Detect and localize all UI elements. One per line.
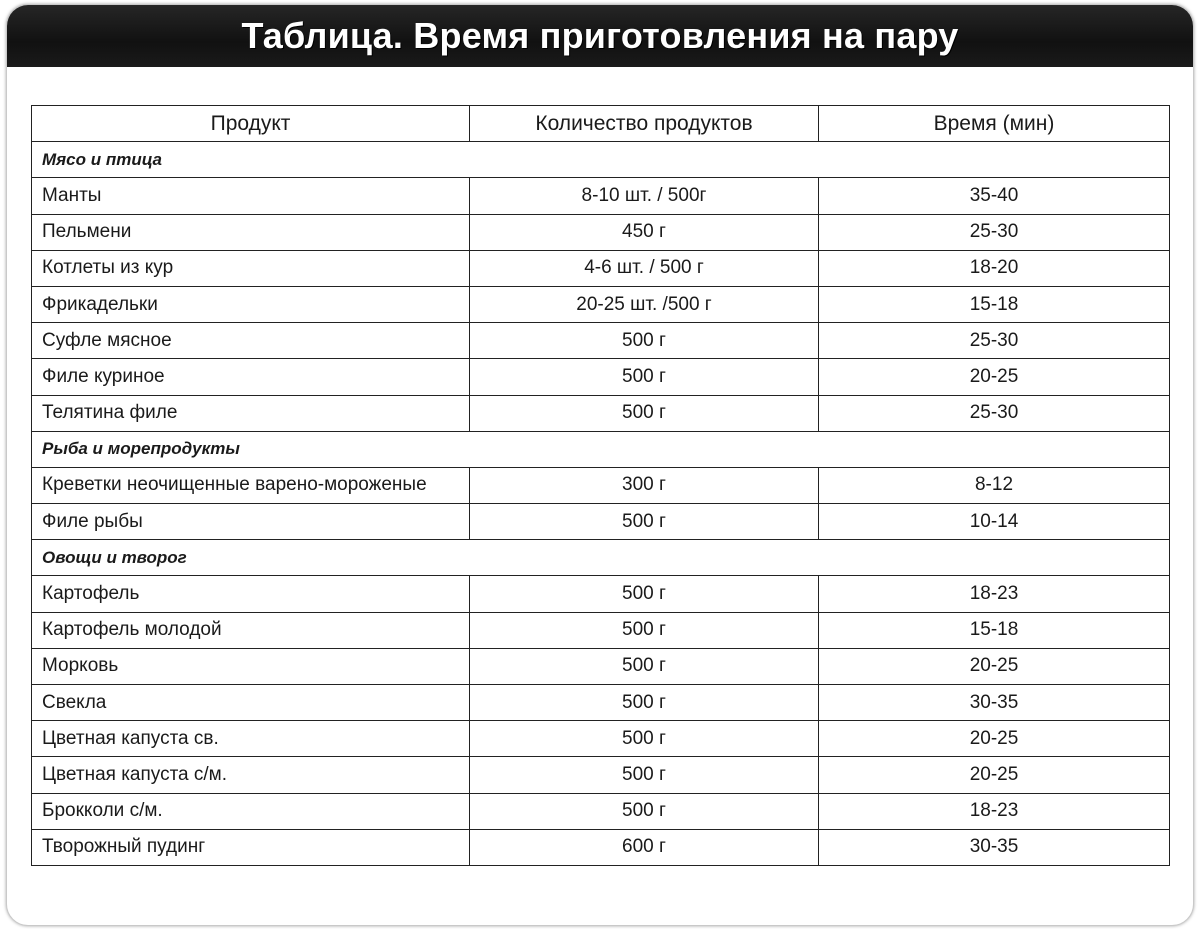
section-title: Рыба и морепродукты [32, 431, 1170, 467]
table-row [32, 793, 1170, 829]
cell-quantity: 500 г [470, 395, 819, 431]
cell-quantity: 500 г [470, 504, 819, 540]
cell-product: Цветная капуста св. [32, 721, 470, 757]
table-row [32, 612, 1170, 648]
cell-product: Цветная капуста с/м. [32, 757, 470, 793]
cell-product: Свекла [32, 685, 470, 721]
cell-time: 20-25 [819, 757, 1170, 793]
table-row [32, 467, 1170, 503]
cell-quantity: 500 г [470, 648, 819, 684]
table-row [32, 323, 1170, 359]
cell-quantity: 500 г [470, 793, 819, 829]
cell-time: 18-20 [819, 250, 1170, 286]
table-row [32, 685, 1170, 721]
cell-product: Пельмени [32, 214, 470, 250]
cell-product: Картофель [32, 576, 470, 612]
cell-time: 30-35 [819, 829, 1170, 865]
document-card [6, 4, 1194, 926]
section-title: Мясо и птица [32, 142, 1170, 178]
table-header-row [32, 106, 1170, 142]
section-title: Овощи и творог [32, 540, 1170, 576]
cell-quantity: 500 г [470, 359, 819, 395]
cell-quantity: 500 г [470, 721, 819, 757]
table-row [32, 178, 1170, 214]
table-row [32, 648, 1170, 684]
cell-quantity: 500 г [470, 576, 819, 612]
table-body [32, 142, 1170, 866]
cell-time: 25-30 [819, 395, 1170, 431]
cell-time: 15-18 [819, 612, 1170, 648]
cell-time: 18-23 [819, 576, 1170, 612]
table-row [32, 214, 1170, 250]
section-row [32, 431, 1170, 467]
header-quantity: Количество продуктов [470, 106, 819, 142]
table-row [32, 395, 1170, 431]
cell-product: Творожный пудинг [32, 829, 470, 865]
cell-quantity: 450 г [470, 214, 819, 250]
cell-product: Креветки неочищенные варено-мороженые [32, 467, 470, 503]
cell-quantity: 500 г [470, 757, 819, 793]
cell-quantity: 500 г [470, 685, 819, 721]
header-product: Продукт [32, 106, 470, 142]
table-row [32, 250, 1170, 286]
steaming-time-table [31, 105, 1170, 866]
cell-quantity: 500 г [470, 612, 819, 648]
table-row [32, 286, 1170, 322]
cell-quantity: 300 г [470, 467, 819, 503]
header-time: Время (мин) [819, 106, 1170, 142]
cell-product: Филе рыбы [32, 504, 470, 540]
cell-product: Картофель молодой [32, 612, 470, 648]
cell-product: Фрикадельки [32, 286, 470, 322]
cell-product: Котлеты из кур [32, 250, 470, 286]
table-row [32, 757, 1170, 793]
cell-time: 8-12 [819, 467, 1170, 503]
cell-product: Филе куриное [32, 359, 470, 395]
cell-time: 18-23 [819, 793, 1170, 829]
cell-quantity: 4-6 шт. / 500 г [470, 250, 819, 286]
cell-time: 20-25 [819, 648, 1170, 684]
cell-product: Телятина филе [32, 395, 470, 431]
cell-product: Суфле мясное [32, 323, 470, 359]
cell-product: Морковь [32, 648, 470, 684]
title-bar [7, 5, 1193, 67]
cell-time: 25-30 [819, 214, 1170, 250]
cell-time: 30-35 [819, 685, 1170, 721]
cell-quantity: 8-10 шт. / 500г [470, 178, 819, 214]
cell-time: 25-30 [819, 323, 1170, 359]
cell-time: 20-25 [819, 359, 1170, 395]
table-row [32, 721, 1170, 757]
cell-time: 10-14 [819, 504, 1170, 540]
cell-quantity: 20-25 шт. /500 г [470, 286, 819, 322]
cell-time: 35-40 [819, 178, 1170, 214]
table-row [32, 576, 1170, 612]
cell-product: Брокколи с/м. [32, 793, 470, 829]
cell-quantity: 600 г [470, 829, 819, 865]
section-row [32, 540, 1170, 576]
section-row [32, 142, 1170, 178]
cell-quantity: 500 г [470, 323, 819, 359]
cell-time: 20-25 [819, 721, 1170, 757]
table-row [32, 359, 1170, 395]
table-row [32, 829, 1170, 865]
cell-time: 15-18 [819, 286, 1170, 322]
table-row [32, 504, 1170, 540]
cell-product: Манты [32, 178, 470, 214]
page-title: Таблица. Время приготовления на пару [241, 15, 959, 56]
